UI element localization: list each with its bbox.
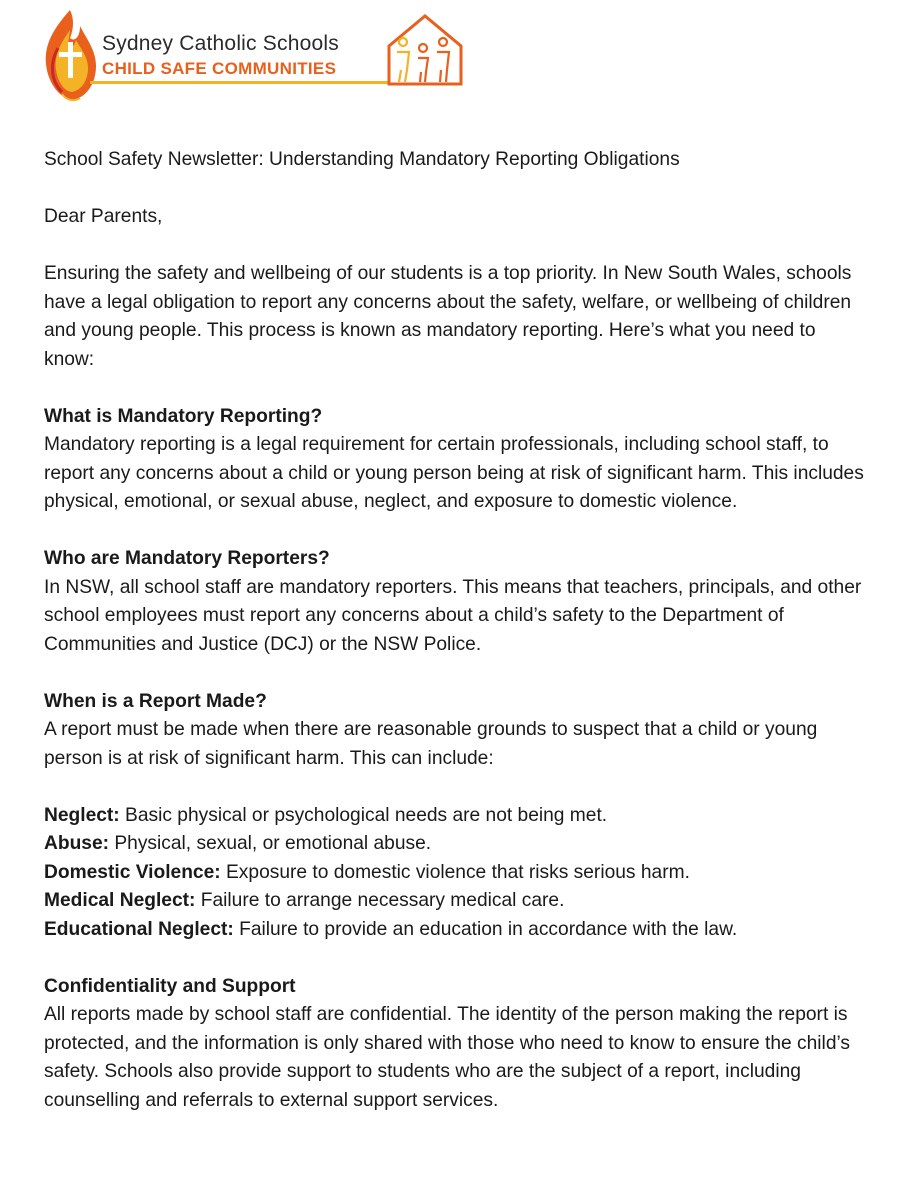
section-who-are	[44, 545, 864, 659]
list-item	[44, 830, 864, 859]
greeting: Dear Parents,	[44, 206, 163, 227]
list-item-desc: Failure to arrange necessary medical care.	[195, 890, 565, 911]
list-item-term: Domestic Violence:	[44, 861, 221, 883]
list-item	[44, 887, 864, 916]
list-item-desc: Basic physical or psychological needs are not being met.	[119, 804, 608, 826]
section-heading: What is Mandatory Reporting?	[44, 405, 323, 427]
flame-cross-logo-icon	[40, 8, 100, 104]
section-body: A report must be made when there are reasonable grounds to suspect that a child or young person is at risk of significant harm. This can include:	[44, 719, 818, 769]
newsletter-body	[44, 146, 864, 1144]
list-item-term: Abuse:	[44, 833, 110, 854]
list-item-desc: Failure to provide an education in accordance with the law.	[233, 918, 738, 940]
list-item-term: Neglect:	[44, 804, 120, 826]
harm-types-list	[44, 802, 864, 945]
list-item-term: Educational Neglect:	[44, 918, 234, 940]
section-confidentiality	[44, 973, 864, 1116]
section-heading: Who are Mandatory Reporters?	[44, 548, 330, 569]
org-tagline: CHILD SAFE COMMUNITIES	[102, 59, 337, 78]
section-body: Mandatory reporting is a legal requirement for certain professionals, including school staff, to report any concerns about a child or young person being at risk of significant harm. This includes physical, emotional, or sexual abuse, neglect, and exposure to domestic violence.	[44, 434, 864, 512]
list-item	[44, 802, 864, 831]
list-item-desc: Exposure to domestic violence that risks serious harm.	[220, 861, 690, 883]
list-item-term: Medical Neglect:	[44, 890, 196, 911]
section-body: In NSW, all school staff are mandatory reporters. This means that teachers, principals, and other school employees must report any concerns about a child’s safety to the Department of Communities and Justice (DCJ) or the NSW Police.	[44, 576, 862, 655]
section-heading: Confidentiality and Support	[44, 975, 296, 997]
section-heading: When is a Report Made?	[44, 690, 267, 712]
brand-header	[40, 8, 480, 106]
list-item	[44, 859, 864, 888]
list-item	[44, 916, 864, 945]
newsletter-title: School Safety Newsletter: Understanding Mandatory Reporting Obligations	[44, 149, 680, 170]
section-when-is	[44, 688, 864, 774]
org-name: Sydney Catholic Schools	[102, 32, 339, 55]
intro-paragraph: Ensuring the safety and wellbeing of our students is a top priority. In New South Wales, schools have a legal obligation to report any concerns about the safety, welfare, or wellbeing of children and young people. This process is known as mandatory reporting. Here’s what you need to know:	[44, 263, 852, 370]
section-body: All reports made by school staff are confidential. The identity of the person making the report is protected, and the information is only shared with those who need to know to ensure the child’s safety. Schools also provide support to students who are the subject of a report, including counselling and referrals to external support services.	[44, 1004, 851, 1111]
list-item-desc: Physical, sexual, or emotional abuse.	[109, 833, 432, 854]
section-what-is	[44, 403, 864, 517]
brand-underline	[90, 81, 390, 84]
house-family-icon	[385, 12, 465, 86]
